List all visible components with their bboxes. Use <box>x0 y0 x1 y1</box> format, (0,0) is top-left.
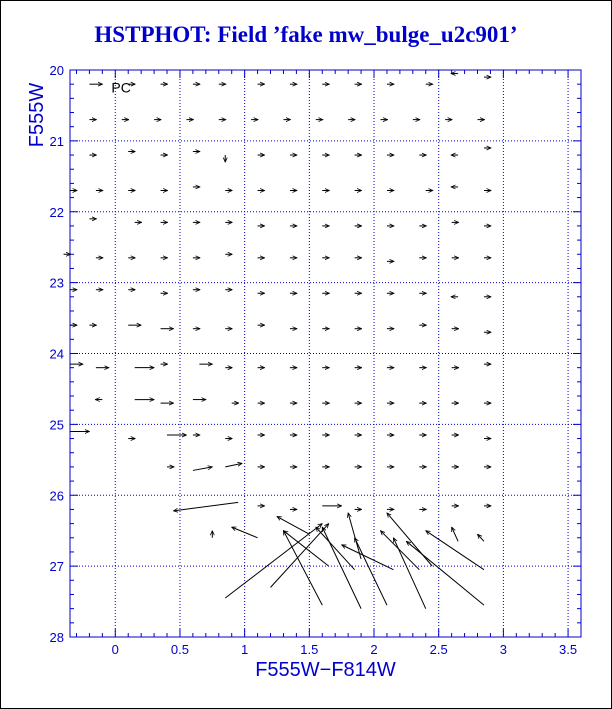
vector-arrow <box>478 534 484 541</box>
y-tick-label: 27 <box>49 559 64 575</box>
chart-title: HSTPHOT: Field ’fake mw_bulge_u2c901’ <box>94 22 518 47</box>
x-tick-labels <box>112 642 577 657</box>
y-axis-label: F555W <box>26 82 48 148</box>
x-tick-label: 3 <box>499 642 507 657</box>
vector-arrow <box>193 467 212 471</box>
x-tick-label: 1 <box>241 642 249 657</box>
y-tick-label: 21 <box>49 133 64 149</box>
x-tick-label: 0 <box>111 642 119 657</box>
vector-arrow <box>283 531 322 605</box>
x-tick-label: 3.5 <box>559 642 578 657</box>
x-tick-label: 2.5 <box>429 642 448 657</box>
chip-annotation: PC <box>111 79 131 96</box>
vector-arrow <box>225 524 322 598</box>
vector-arrow <box>380 531 419 570</box>
vector-arrow <box>173 502 238 511</box>
vector-arrow <box>277 517 309 535</box>
y-tick-label: 26 <box>49 488 64 504</box>
y-tick-label: 25 <box>49 417 64 433</box>
x-tick-label: 2 <box>370 642 378 657</box>
vector-field <box>64 74 491 609</box>
vector-arrow <box>232 527 258 538</box>
y-tick-label: 28 <box>49 630 64 645</box>
vector-arrow <box>348 513 361 559</box>
y-tick-label: 24 <box>49 346 64 362</box>
y-tick-labels <box>50 63 64 645</box>
y-tick-label: 23 <box>49 275 64 291</box>
y-tick-label: 22 <box>49 204 64 220</box>
x-axis-label: F555W−F814W <box>255 659 396 681</box>
vector-arrow <box>452 527 458 541</box>
vector-arrow <box>225 463 242 467</box>
x-tick-label: 0.5 <box>170 642 190 657</box>
x-tick-label: 1.5 <box>300 642 319 657</box>
vector-arrow <box>393 538 425 609</box>
vector-arrow <box>271 524 329 588</box>
vector-arrow <box>355 538 387 605</box>
vector-arrow <box>406 541 484 605</box>
y-tick-label: 20 <box>49 63 64 78</box>
